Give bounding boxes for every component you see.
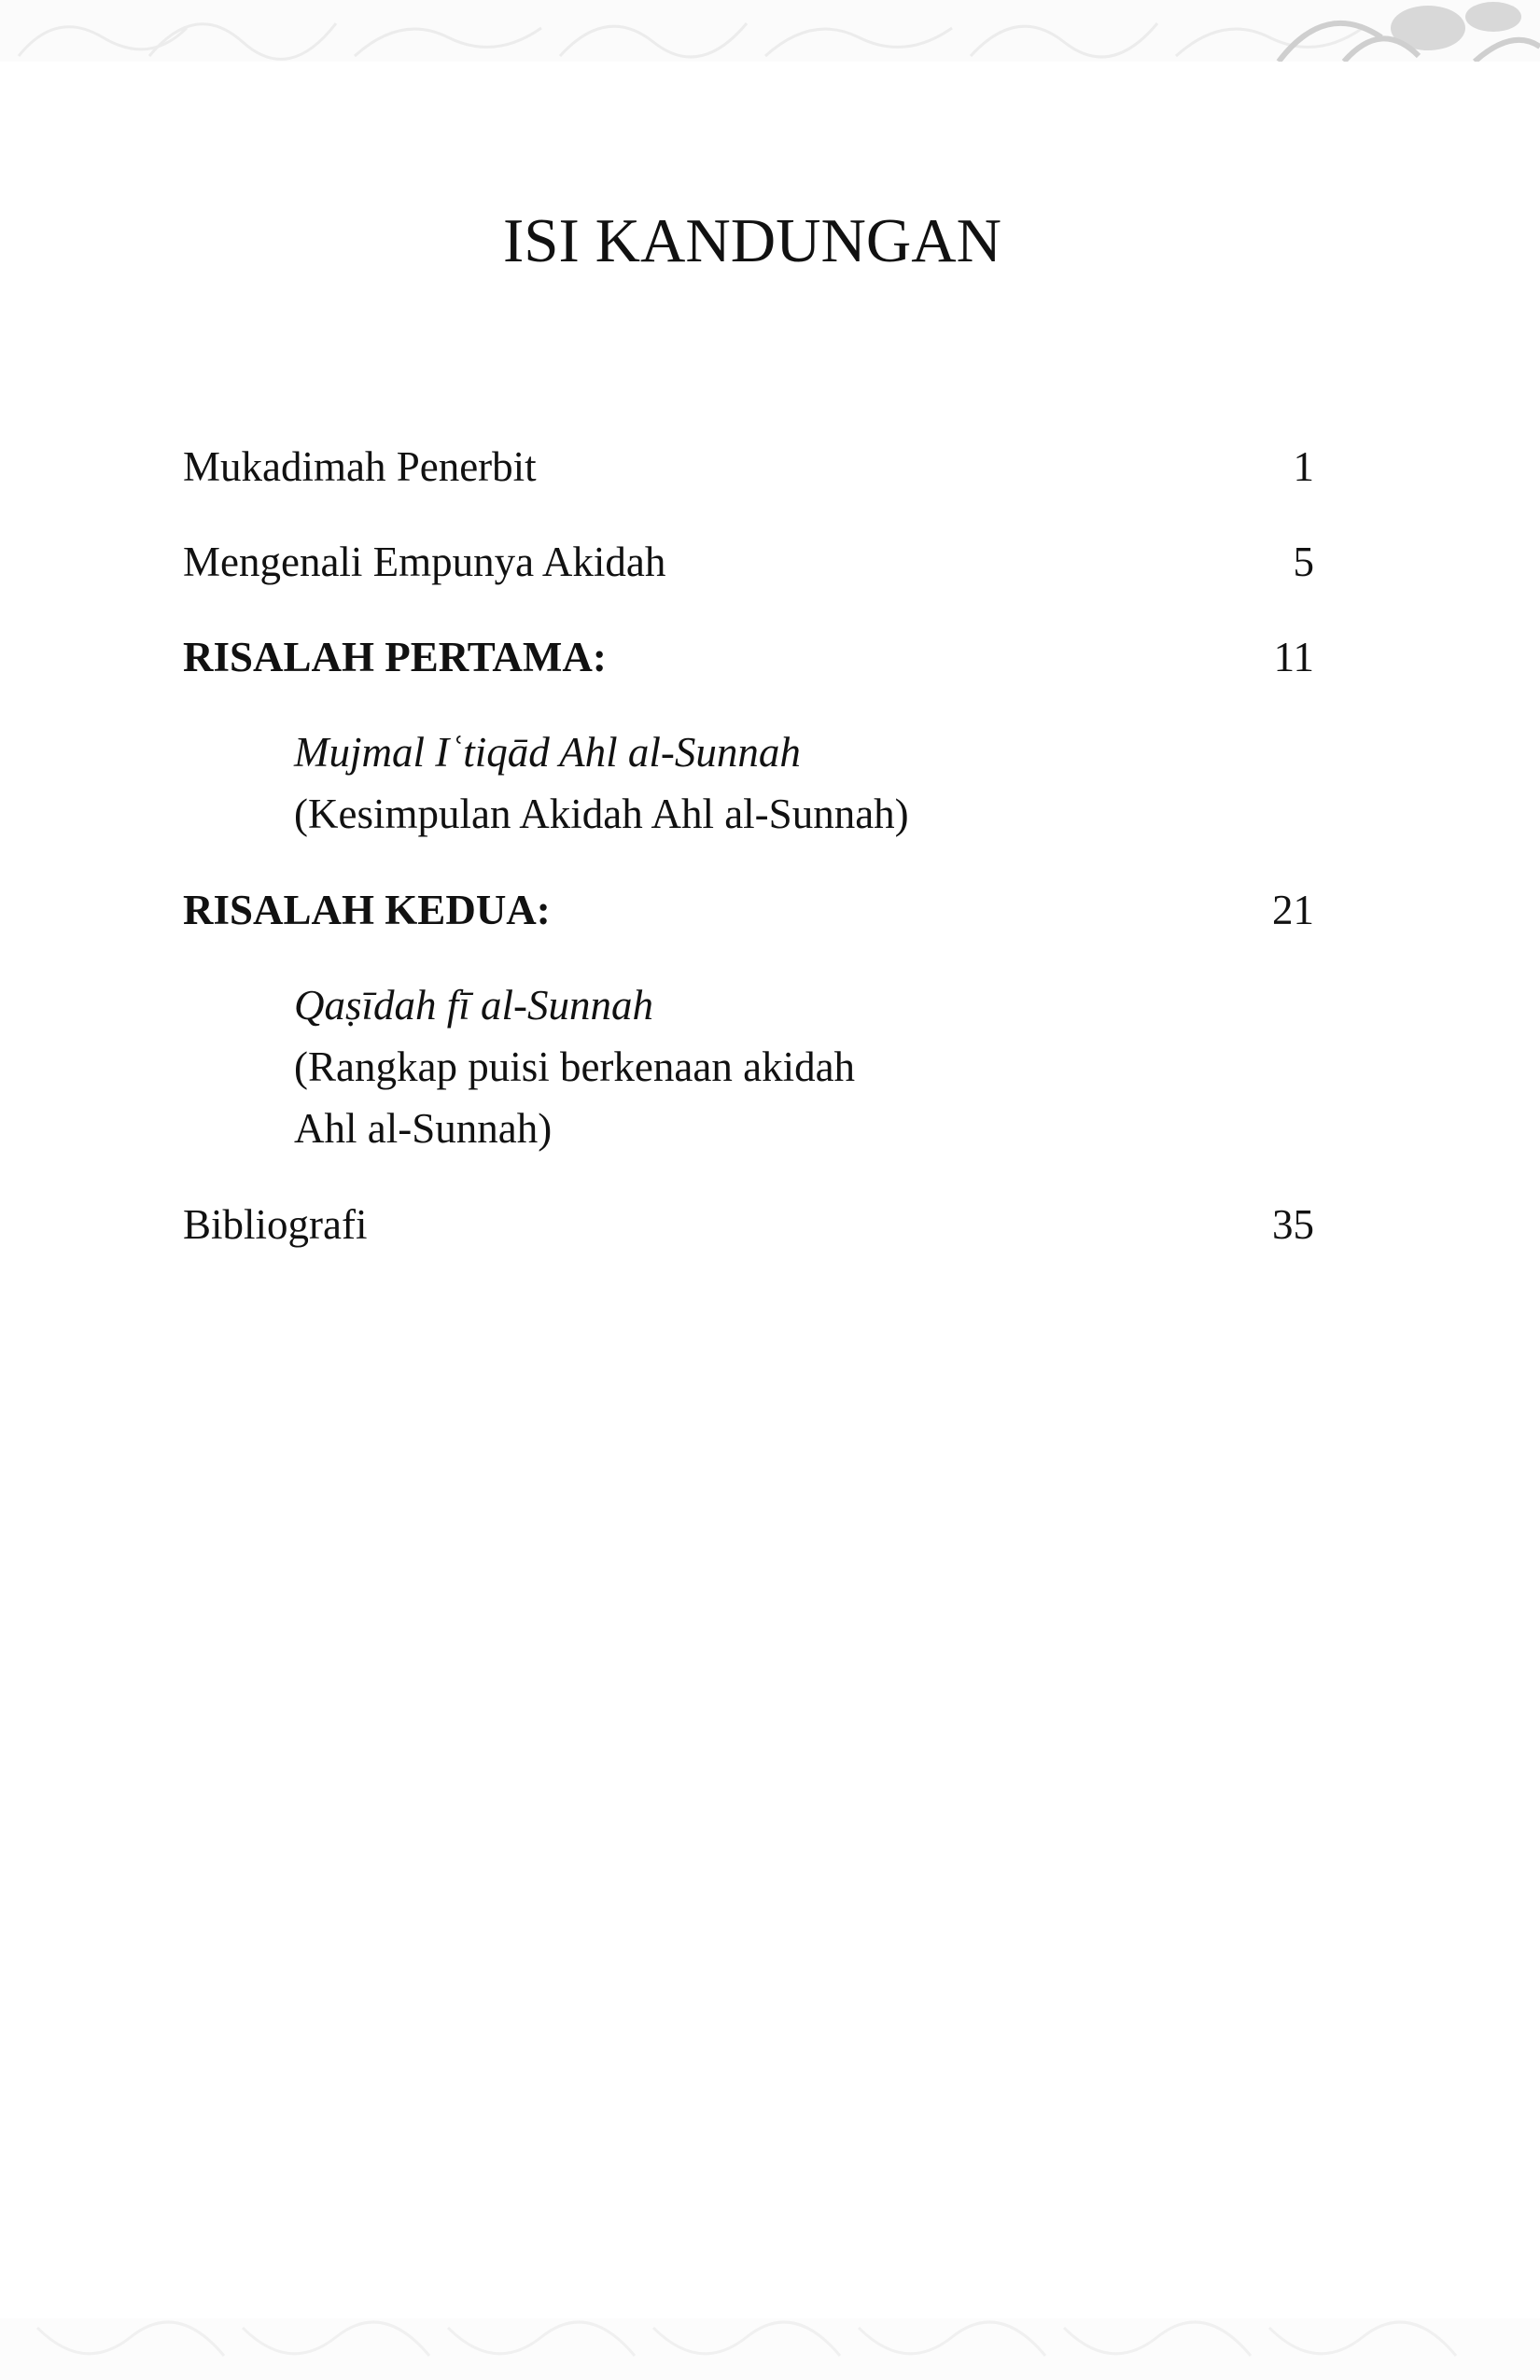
bottom-ornament-border — [0, 2318, 1540, 2380]
toc-entry-bibliografi[interactable] — [183, 1194, 1314, 1255]
risalah-kedua-translation-line-1: (Rangkap puisi berkenaan akidah — [294, 1043, 856, 1090]
risalah-kedua-arabic-title: Qaṣīdah fī al-Sunnah — [294, 982, 654, 1029]
toc-entry-mukadimah-penerbit[interactable] — [183, 436, 1314, 497]
toc-entry-page-number: 5 — [1293, 539, 1314, 585]
risalah-pertama-translation: (Kesimpulan Akidah Ahl al-Sunnah) — [294, 791, 909, 837]
toc-entry-risalah-kedua[interactable] — [183, 879, 1314, 941]
toc-entry-risalah-pertama[interactable] — [183, 626, 1314, 688]
risalah-pertama-arabic-title: Mujmal Iʿtiqād Ahl al-Sunnah — [294, 729, 801, 776]
toc-entry-page-number: 11 — [1273, 634, 1314, 680]
top-ornament-border — [0, 0, 1540, 62]
page-title: ISI KANDUNGAN — [502, 206, 1002, 275]
toc-entry-label: Mengenali Empunya Akidah — [183, 539, 666, 585]
risalah-kedua-translation-line-2: Ahl al-Sunnah) — [294, 1105, 553, 1152]
toc-entry-label: Bibliografi — [183, 1201, 368, 1248]
toc-entry-page-number: 21 — [1272, 887, 1314, 933]
toc-entry-page-number: 1 — [1293, 443, 1314, 490]
toc-entry-label: RISALAH KEDUA: — [183, 887, 551, 933]
toc-entry-label: RISALAH PERTAMA: — [183, 634, 607, 680]
toc-entry-mengenali-empunya-akidah[interactable] — [183, 531, 1314, 593]
toc-entry-page-number: 35 — [1272, 1201, 1314, 1248]
toc-entry-label: Mukadimah Penerbit — [183, 443, 537, 490]
